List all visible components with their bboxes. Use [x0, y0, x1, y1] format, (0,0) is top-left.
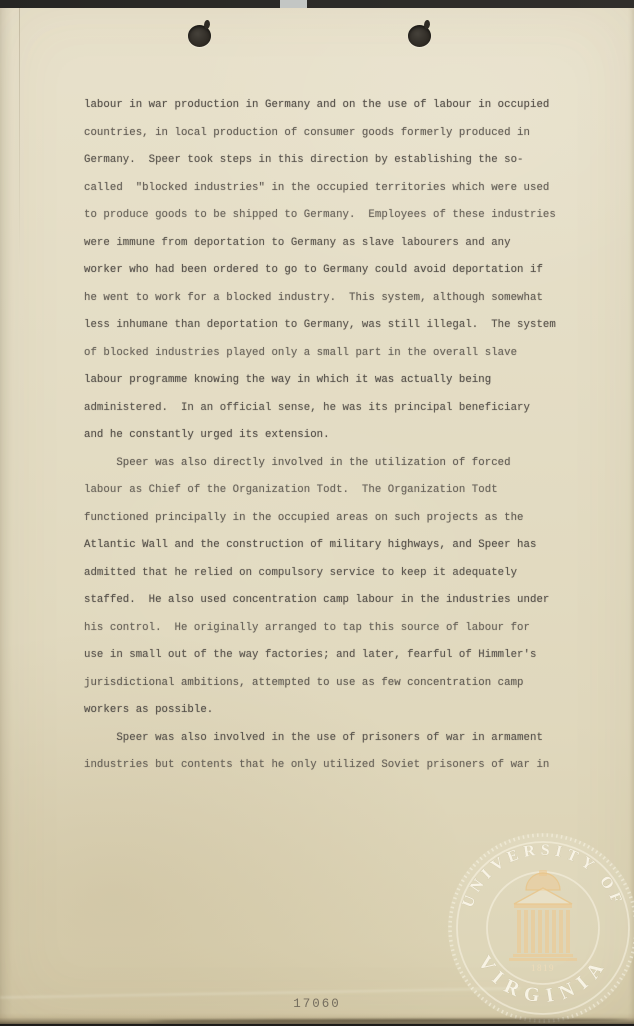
- paper-tear: [203, 19, 211, 29]
- text-line: labour programme knowing the way in which it was actually being: [84, 374, 492, 386]
- text-line: Speer was also directly involved in the utilization of forced: [84, 456, 511, 469]
- text-line: and he constantly urged its extension.: [84, 429, 330, 441]
- text-line: administered. In an official sense, he was its principal beneficiary: [84, 401, 530, 414]
- text-line: Germany. Speer took steps in this direction by establishing the so-: [84, 154, 524, 166]
- text-line: were immune from deportation to Germany as slave labourers and any: [84, 236, 511, 249]
- text-line: labour in war production in Germany and on the use of labour in occupied: [84, 99, 550, 111]
- text-line: less inhumane than deportation to Germany, was still illegal. The system: [84, 319, 556, 331]
- text-line: called "blocked industries" in the occupied territories which were used: [84, 181, 550, 194]
- paper-tear: [423, 19, 431, 29]
- text-line: to produce goods to be shipped to Germany. Employees of these industries: [84, 209, 556, 221]
- text-line: admitted that he relied on compulsory service to keep it adequately: [84, 566, 518, 579]
- text-line: countries, in local production of consumer goods formerly produced in: [84, 126, 530, 139]
- text-line: Speer was also involved in the use of prisoners of war in armament: [84, 731, 543, 744]
- text-line: functioned principally in the occupied areas on such projects as the: [84, 511, 524, 524]
- document-body-text: [84, 92, 584, 780]
- punch-hole-right: [408, 25, 431, 47]
- scan-top-edge: [0, 0, 634, 8]
- page-number: 17060: [293, 997, 341, 1011]
- punch-hole-left: [188, 25, 211, 47]
- text-line: labour as Chief of the Organization Todt. The Organization Todt: [84, 484, 498, 496]
- text-line: staffed. He also used concentration camp labour in the industries under: [84, 594, 550, 606]
- university-of-virginia-seal-watermark: [443, 826, 634, 1026]
- scan-edge-notch: [280, 0, 307, 8]
- paper-fold-line: [19, 8, 20, 268]
- text-line: he went to work for a blocked industry. This system, although somewhat: [84, 291, 543, 304]
- text-line: his control. He originally arranged to tap this source of labour for: [84, 621, 530, 634]
- text-line: Atlantic Wall and the construction of military highways, and Speer has: [84, 539, 537, 551]
- text-line: use in small out of the way factories; and later, fearful of Himmler's: [84, 649, 537, 661]
- text-line: worker who had been ordered to go to Germany could avoid deportation if: [84, 264, 543, 276]
- seal-arc-top-text: UNIVERSITY OF: [459, 841, 627, 911]
- text-line: workers as possible.: [84, 704, 214, 716]
- text-line: jurisdictional ambitions, attempted to use as few concentration camp: [84, 676, 524, 689]
- seal-arc-bottom-text: VIRGINIA: [473, 951, 613, 1008]
- text-line: industries but contents that he only utilized Soviet prisoners of war in: [84, 759, 550, 771]
- text-line: of blocked industries played only a small part in the overall slave: [84, 346, 518, 359]
- seal-year: 1819: [531, 963, 555, 973]
